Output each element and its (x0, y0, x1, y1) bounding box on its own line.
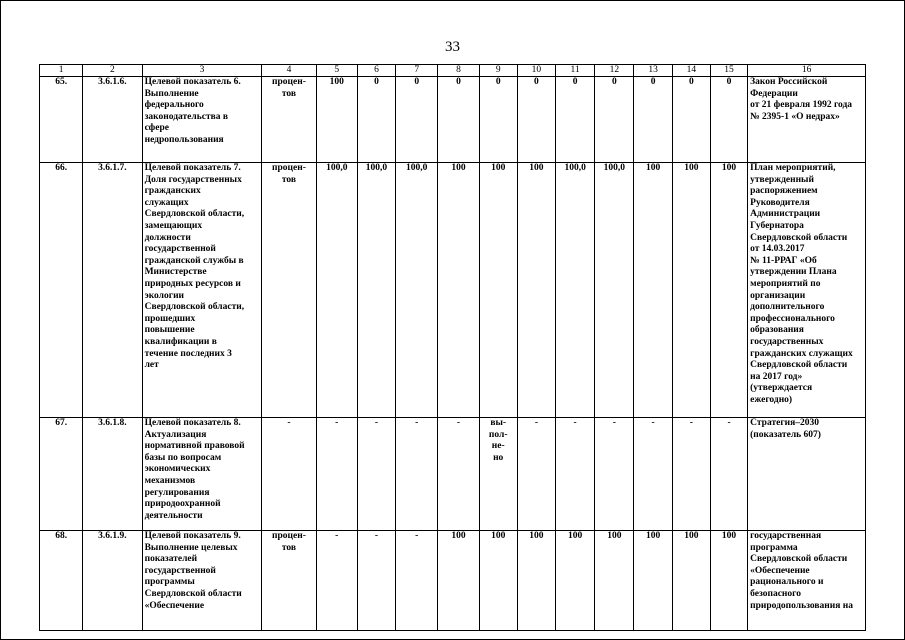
source-document: Стратегия–2030 (показатель 607) (748, 418, 866, 531)
value-cell: 0 (438, 77, 479, 163)
value-cell: - (634, 418, 672, 531)
unit-cell: процен- тов (262, 531, 316, 631)
column-number: 12 (595, 65, 634, 77)
source-document: План мероприятий, утвержденный распоряжением Руководителя Администрации Губернатора Свердловской области от 14.03.2017 № 11-РРАГ «Об утверждении Плана мероприятий по организации дополнительного профессионального образования государственных гражданских служащих Свердловской области на 2017 год» (утверждается ежегодно) (748, 163, 866, 418)
source-document: Закон Российской Федерации от 21 февраля 1992 года № 2395-1 «О недрах» (748, 77, 866, 163)
table-row (40, 77, 866, 163)
row-number: 68. (40, 531, 83, 631)
value-cell: - (357, 531, 395, 631)
value-cell: 0 (710, 77, 747, 163)
value-cell: 100 (517, 163, 555, 418)
unit-cell: процен- тов (262, 163, 316, 418)
column-number: 13 (634, 65, 672, 77)
value-cell: - (438, 418, 479, 531)
value-cell: 100 (672, 163, 710, 418)
table-row (40, 531, 866, 631)
value-cell: - (316, 531, 357, 631)
value-cell: - (556, 418, 595, 531)
value-cell: 100 (438, 531, 479, 631)
value-cell: 100 (479, 531, 517, 631)
column-number: 2 (83, 65, 142, 77)
column-number-row (40, 65, 866, 77)
page-number: 33 (445, 39, 460, 55)
column-number: 7 (396, 65, 438, 77)
value-cell: - (517, 418, 555, 531)
value-cell: 0 (556, 77, 595, 163)
value-cell: - (357, 418, 395, 531)
column-number: 11 (556, 65, 595, 77)
row-number: 67. (40, 418, 83, 531)
row-code: 3.6.1.9. (83, 531, 142, 631)
value-cell: 100,0 (316, 163, 357, 418)
value-cell: 100 (517, 531, 555, 631)
indicator-name: Целевой показатель 6. Выполнение федерального законодательства в сфере недропользования (142, 77, 262, 163)
value-cell: - (710, 418, 747, 531)
column-number: 1 (40, 65, 83, 77)
row-number: 66. (40, 163, 83, 418)
value-cell: 100 (556, 531, 595, 631)
value-cell: 100,0 (396, 163, 438, 418)
value-cell: - (672, 418, 710, 531)
column-number: 16 (748, 65, 866, 77)
column-number: 9 (479, 65, 517, 77)
value-cell: вы- пол- не- но (479, 418, 517, 531)
column-number: 14 (672, 65, 710, 77)
source-document: государственная программа Свердловской области «Обеспечение рационального и безопасного природопользования на (748, 531, 866, 631)
column-number: 4 (262, 65, 316, 77)
value-cell: - (396, 418, 438, 531)
value-cell: 100 (438, 163, 479, 418)
value-cell: 0 (357, 77, 395, 163)
value-cell: 100 (316, 77, 357, 163)
indicator-name: Целевой показатель 8. Актуализация нормативной правовой базы по вопросам экономических механизмов регулирования природоохранной деятельности (142, 418, 262, 531)
table-row (40, 163, 866, 418)
table-viewport (39, 64, 869, 611)
indicator-name: Целевой показатель 7. Доля государственных гражданских служащих Свердловской области, замещающих должности государственной гражданской службы в Министерстве природных ресурсов и экологии Свердловской области, прошедших повышение квалификации в течение последних 3 лет (142, 163, 262, 418)
value-cell: 100,0 (357, 163, 395, 418)
value-cell: 0 (672, 77, 710, 163)
column-number: 6 (357, 65, 395, 77)
row-code: 3.6.1.8. (83, 418, 142, 531)
table-row (40, 418, 866, 531)
indicator-name: Целевой показатель 9. Выполнение целевых показателей государственной программы Свердловской области «Обеспечение (142, 531, 262, 631)
value-cell: 0 (396, 77, 438, 163)
value-cell: 100 (479, 163, 517, 418)
value-cell: 100 (672, 531, 710, 631)
value-cell: - (595, 418, 634, 531)
value-cell: - (316, 418, 357, 531)
column-number: 5 (316, 65, 357, 77)
value-cell: 100,0 (595, 163, 634, 418)
value-cell: 100 (710, 163, 747, 418)
column-number: 15 (710, 65, 747, 77)
row-code: 3.6.1.7. (83, 163, 142, 418)
value-cell: 100,0 (556, 163, 595, 418)
value-cell: 0 (634, 77, 672, 163)
indicators-table (39, 64, 866, 631)
row-number: 65. (40, 77, 83, 163)
value-cell: 100 (595, 531, 634, 631)
column-number: 8 (438, 65, 479, 77)
value-cell: 100 (710, 531, 747, 631)
unit-cell: - (262, 418, 316, 531)
value-cell: 100 (634, 163, 672, 418)
row-code: 3.6.1.6. (83, 77, 142, 163)
value-cell: 0 (517, 77, 555, 163)
column-number: 3 (142, 65, 262, 77)
column-number: 10 (517, 65, 555, 77)
value-cell: 100 (634, 531, 672, 631)
value-cell: 0 (479, 77, 517, 163)
value-cell: - (396, 531, 438, 631)
value-cell: 0 (595, 77, 634, 163)
unit-cell: процен- тов (262, 77, 316, 163)
